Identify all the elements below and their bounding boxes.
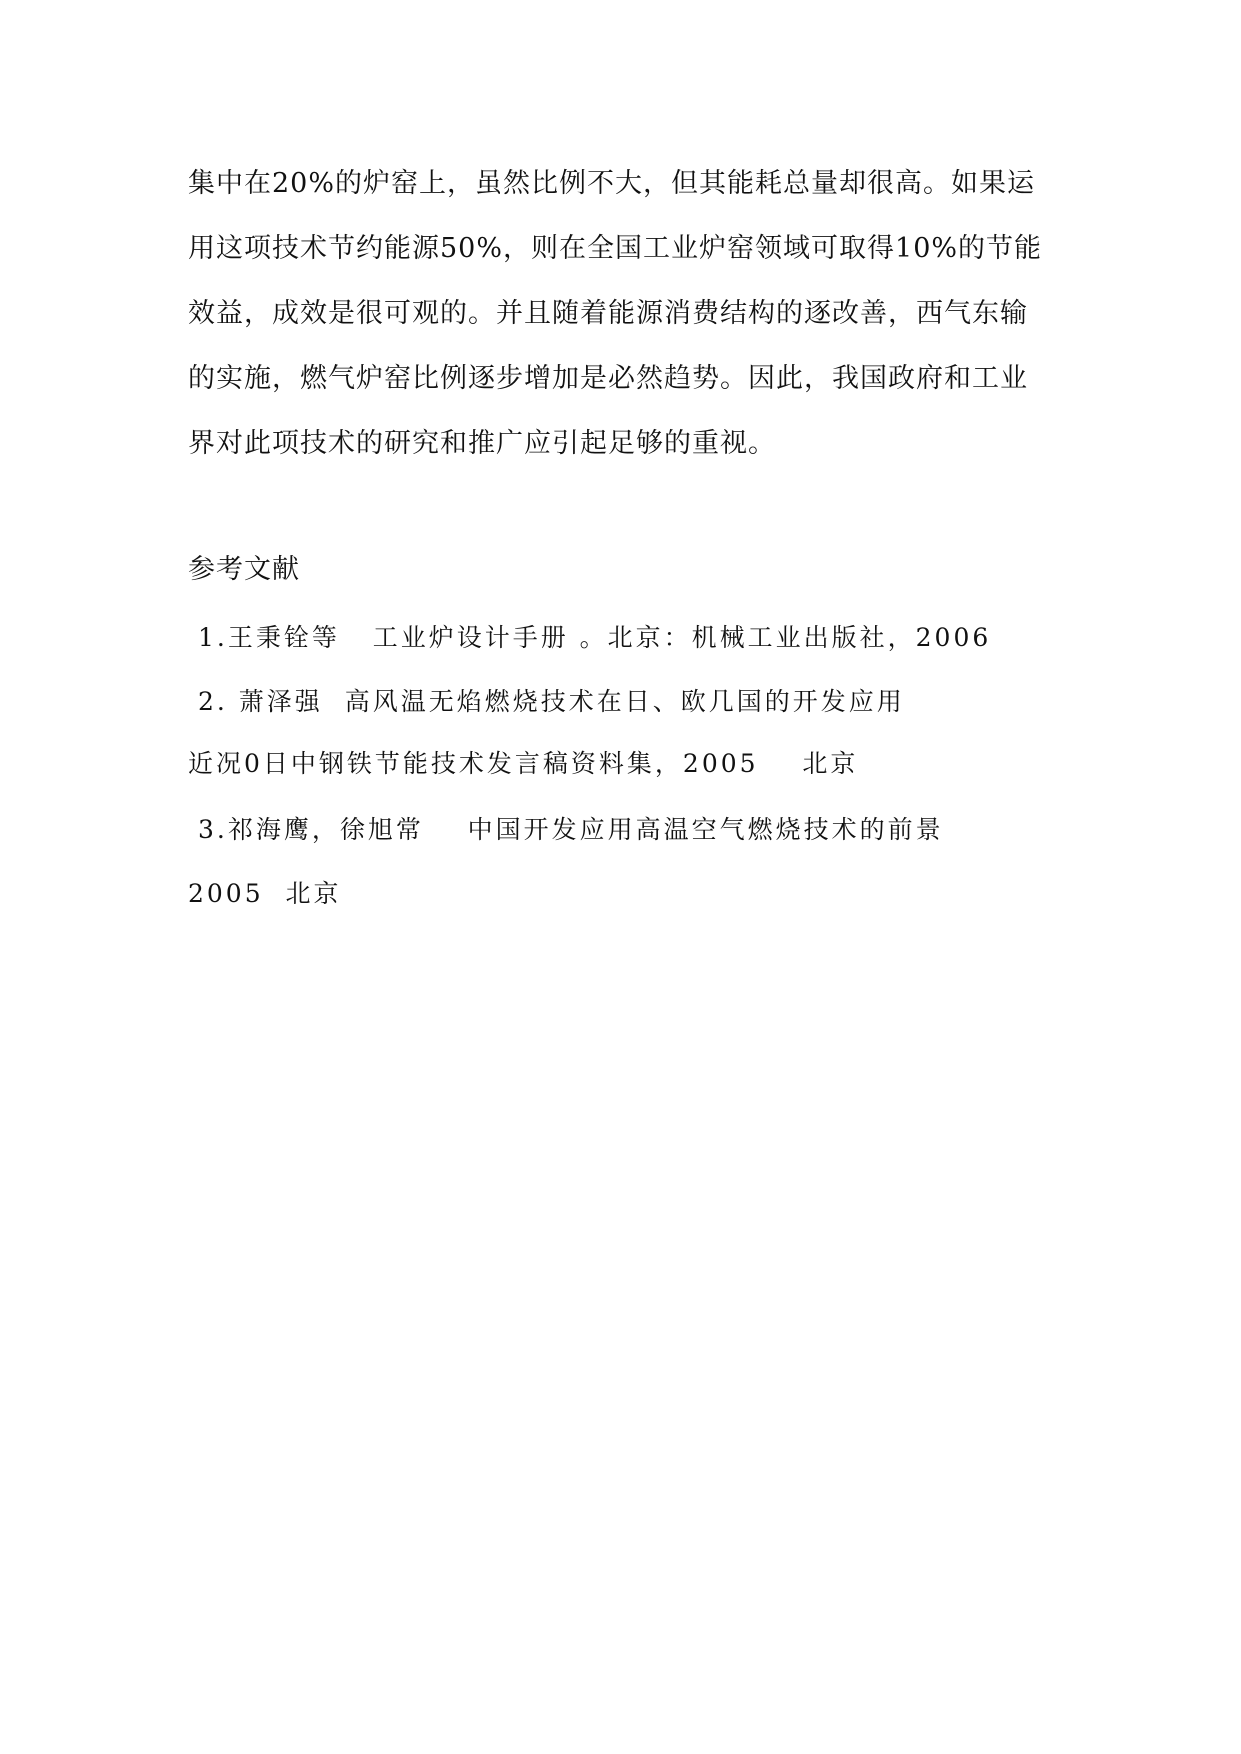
paragraph-line-4: 的实施，燃气炉窑比例逐步增加是必然趋势。因此，我国政府和工业 xyxy=(188,363,1028,394)
paragraph-line-5: 界对此项技术的研究和推广应引起足够的重视。 xyxy=(188,428,776,459)
paragraph-line-2: 用这项技术节约能源50%，则在全国工业炉窑领域可取得10%的节能 xyxy=(188,233,1043,264)
paragraph-line-3: 效益，成效是很可观的。并且随着能源消费结构的逐改善，西气东输 xyxy=(188,298,1028,329)
paragraph-line-1: 集中在20%的炉窑上，虽然比例不大，但其能耗总量却很高。如果运 xyxy=(188,168,1036,199)
references-heading: 参考文献 xyxy=(188,554,300,585)
reference-line-5: 2005 北京 xyxy=(188,879,342,908)
reference-line-2: 2. 萧泽强 高风温无焰燃烧技术在日、欧几国的开发应用 xyxy=(198,687,905,716)
reference-line-3: 近况0日中钢铁节能技术发言稿资料集，2005 北京 xyxy=(188,749,859,778)
reference-line-4: 3.祁海鹰，徐旭常 中国开发应用高温空气燃烧技术的前景 xyxy=(198,815,944,844)
reference-line-1: 1.王秉铨等 工业炉设计手册 。北京：机械工业出版社，2006 xyxy=(198,623,992,652)
